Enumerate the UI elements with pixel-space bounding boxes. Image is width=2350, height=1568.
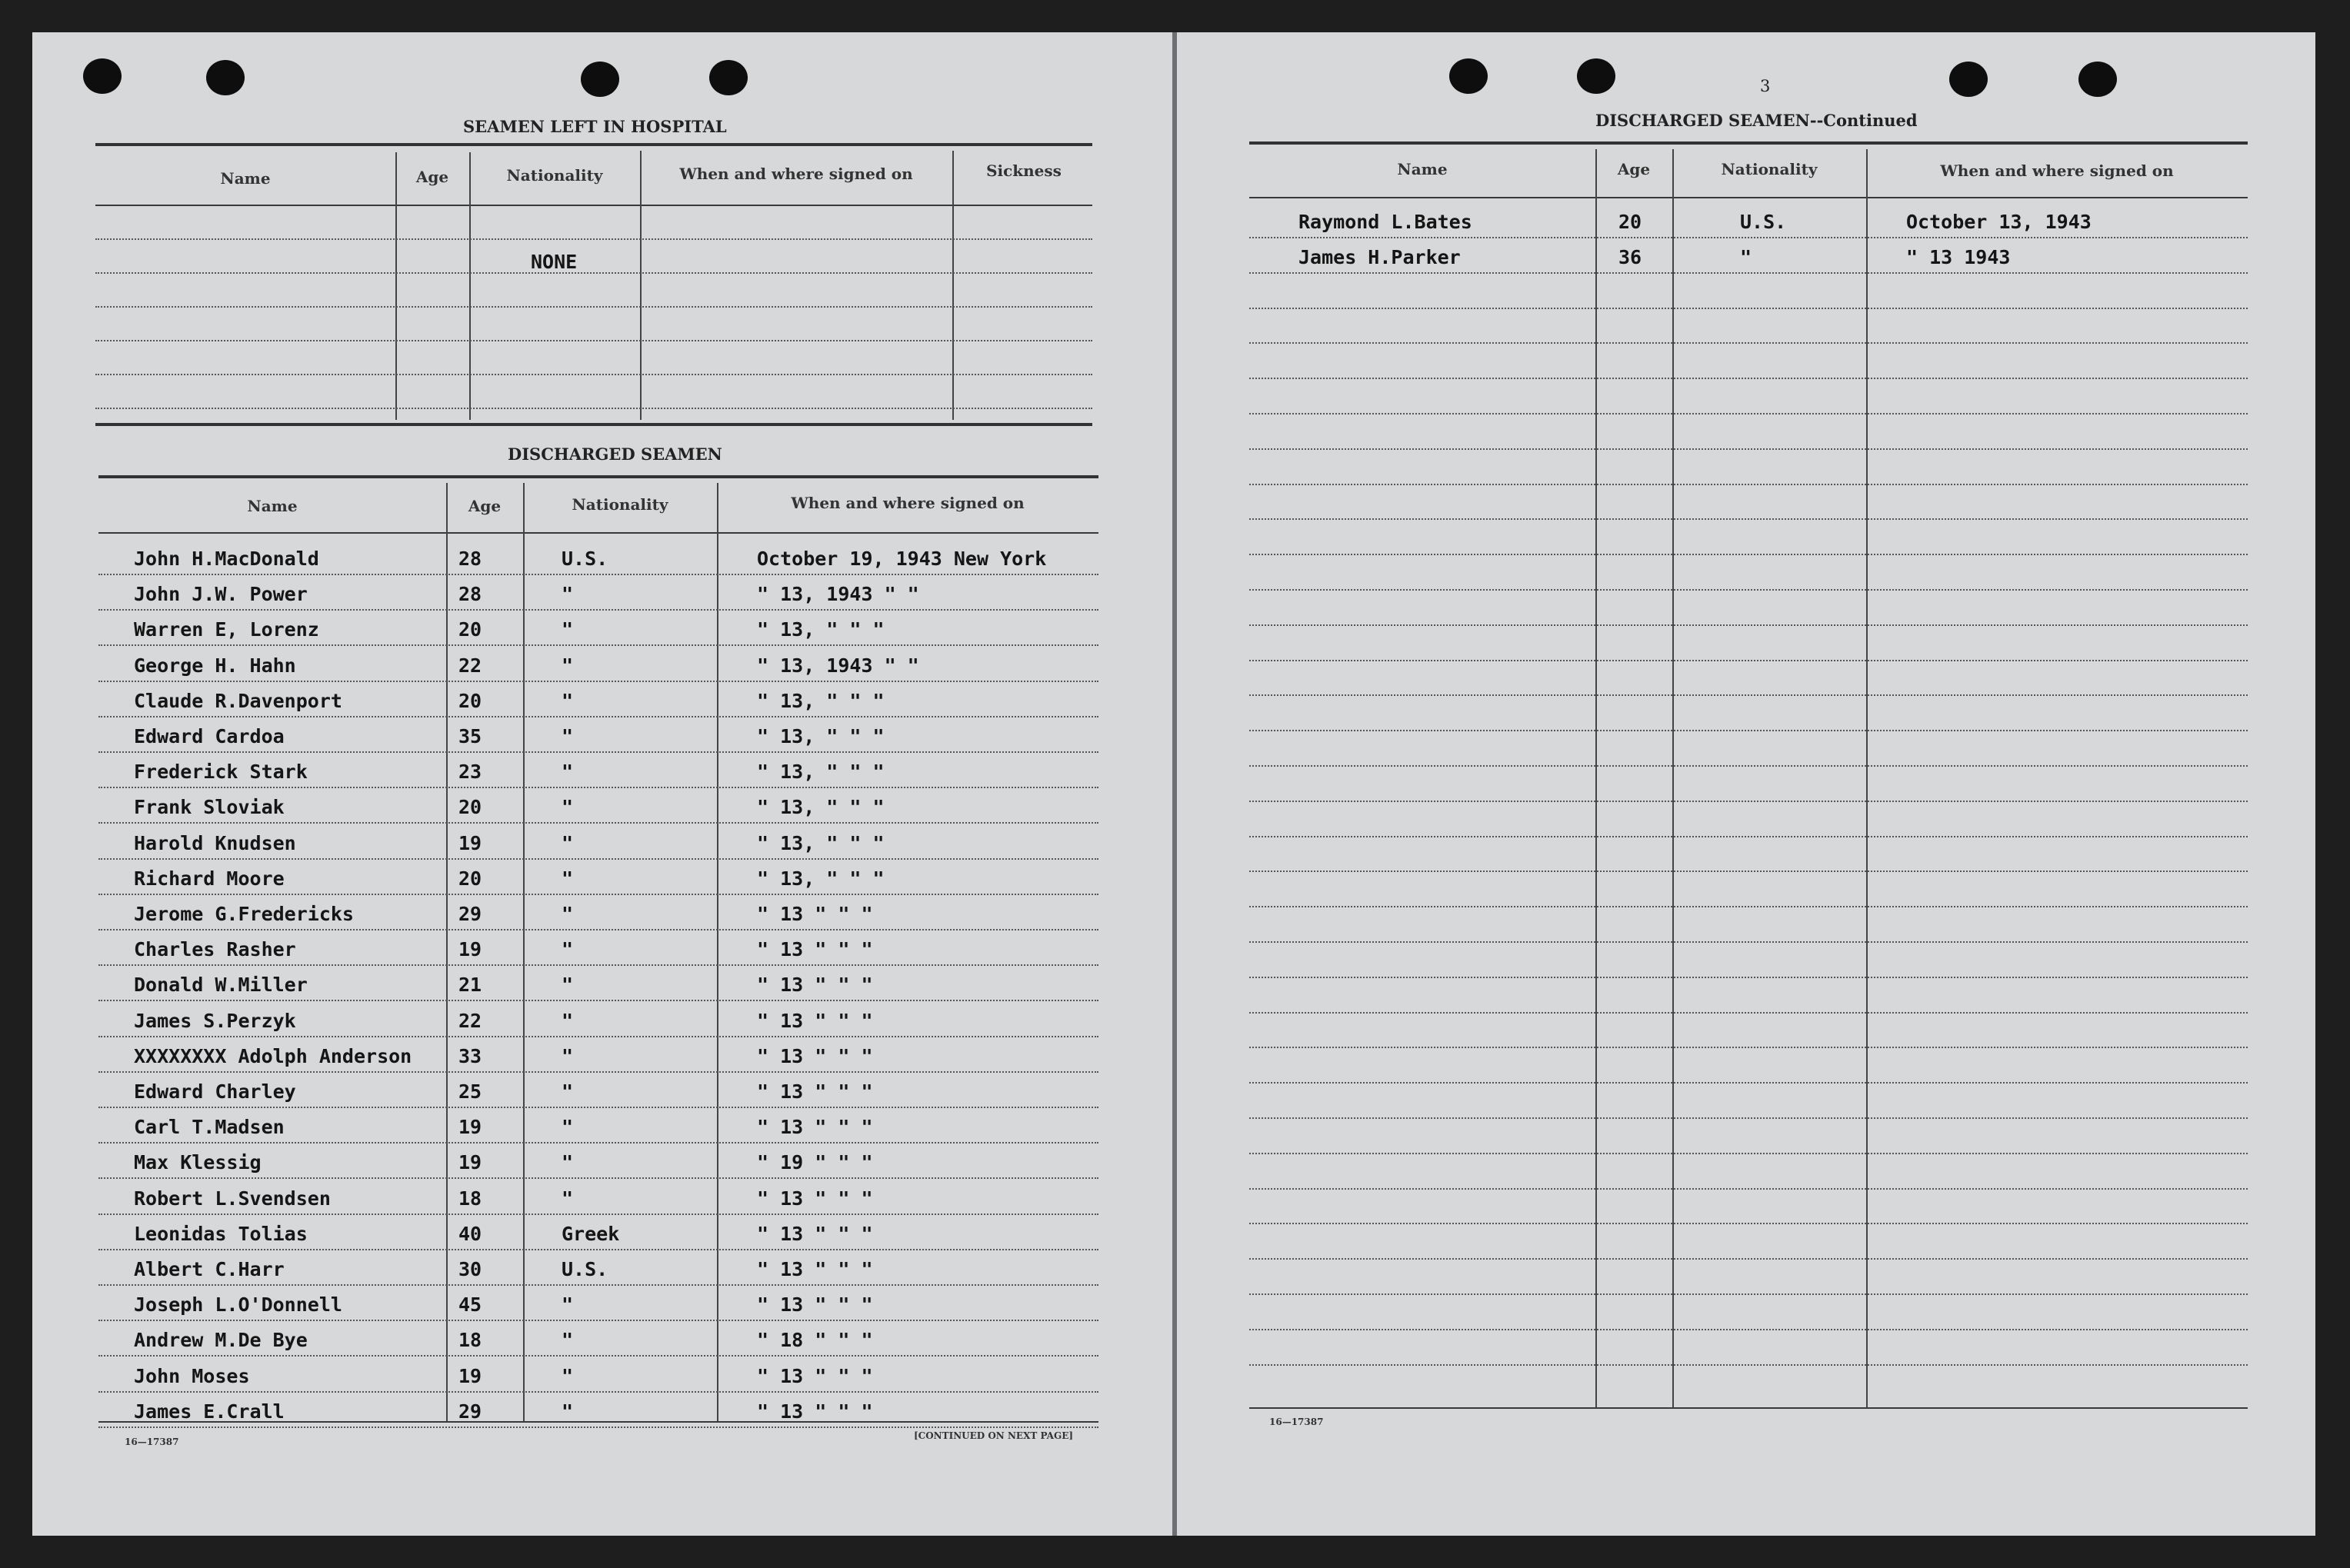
discharged-name-cell: Jerome G.Fredericks bbox=[134, 903, 354, 925]
table-row-line bbox=[1249, 1153, 2248, 1154]
continued-header-age: Age bbox=[1617, 160, 1651, 178]
discharged-age-cell: 29 bbox=[458, 1400, 482, 1423]
discharged-when-cell: " 13, 1943 " " bbox=[757, 654, 919, 677]
discharged-when-cell: " 13, " " " bbox=[757, 761, 885, 784]
discharged-when-cell: " 13 " " " bbox=[757, 1044, 873, 1067]
table-row-line bbox=[98, 929, 1098, 930]
discharged-when-cell: " 13 " " " bbox=[757, 1258, 873, 1280]
continued-when-cell: " 13 1943 bbox=[1906, 245, 2011, 268]
discharged-age-cell: 40 bbox=[458, 1222, 482, 1245]
discharged-when-cell: " 13 " " " bbox=[757, 1116, 873, 1139]
discharged-nationality-cell: U.S. bbox=[562, 1258, 608, 1280]
continued-age-cell: 20 bbox=[1618, 211, 1642, 233]
discharged-when-cell: " 13 " " " bbox=[757, 903, 873, 925]
table-row-line bbox=[98, 1107, 1098, 1108]
table-row-line bbox=[98, 858, 1098, 860]
table-row-line bbox=[1249, 589, 2248, 591]
page-number: 3 bbox=[1760, 77, 1771, 95]
discharged-age-cell: 25 bbox=[458, 1080, 482, 1103]
discharged-name-cell: Leonidas Tolias bbox=[134, 1222, 308, 1245]
discharged-name-cell: John H.MacDonald bbox=[134, 548, 319, 570]
discharged-when-cell: " 18 " " " bbox=[757, 1329, 873, 1352]
table-row-line bbox=[98, 822, 1098, 824]
form-number-right: 16—17387 bbox=[1269, 1417, 1324, 1427]
table-row-line bbox=[98, 609, 1098, 611]
discharged-name-cell: James S.Perzyk bbox=[134, 1009, 296, 1032]
continued-note: [CONTINUED ON NEXT PAGE] bbox=[914, 1430, 1074, 1441]
table-row-line bbox=[1249, 801, 2248, 802]
discharged-nationality-cell: " bbox=[562, 903, 574, 925]
continued-age-cell: 36 bbox=[1618, 245, 1642, 268]
discharged-when-cell: " 13, " " " bbox=[757, 618, 885, 641]
table-row-line bbox=[1249, 1117, 2248, 1119]
discharged-nationality-cell: " bbox=[562, 689, 574, 712]
punch-hole bbox=[83, 58, 122, 94]
punch-hole bbox=[1949, 62, 1988, 97]
discharged-age-cell: 45 bbox=[458, 1293, 482, 1317]
discharged-when-cell: " 13 " " " bbox=[757, 938, 873, 961]
continued-header-name: Name bbox=[1397, 160, 1448, 178]
discharged-nationality-cell: " bbox=[562, 1116, 574, 1139]
discharged-when-cell: " 13, " " " bbox=[757, 689, 885, 712]
table-row-line bbox=[1249, 1047, 2248, 1048]
table-row-line bbox=[98, 1427, 1098, 1428]
discharged-nationality-cell: " bbox=[562, 1364, 574, 1387]
discharged-name-cell: Robert L.Svendsen bbox=[134, 1187, 331, 1210]
hospital-row-line bbox=[95, 238, 1092, 240]
discharged-name-cell: Albert C.Harr bbox=[134, 1258, 285, 1280]
punch-hole bbox=[206, 60, 245, 95]
table-row-line bbox=[1249, 694, 2248, 696]
punch-hole bbox=[2078, 62, 2117, 97]
discharged-nationality-cell: " bbox=[562, 725, 574, 747]
discharged-nationality-cell: " bbox=[562, 1329, 574, 1352]
discharged-when-cell: " 13, " " " bbox=[757, 831, 885, 854]
table-row-line bbox=[1249, 272, 2248, 274]
discharged-nationality-cell: " bbox=[562, 583, 574, 606]
continued-name-cell: Raymond L.Bates bbox=[1298, 211, 1472, 233]
discharged-nationality-cell: " bbox=[562, 867, 574, 890]
discharged-name-cell: Carl T.Madsen bbox=[134, 1116, 285, 1139]
discharged-name-cell: Frederick Stark bbox=[134, 761, 308, 784]
table-row-line bbox=[98, 1071, 1098, 1073]
table-row-line bbox=[98, 1284, 1098, 1286]
discharged-header-nationality: Nationality bbox=[572, 495, 668, 514]
discharged-header-when: When and where signed on bbox=[791, 494, 1025, 512]
discharged-age-cell: 22 bbox=[458, 1009, 482, 1032]
discharged-nationality-cell: " bbox=[562, 1151, 574, 1174]
discharged-age-cell: 19 bbox=[458, 1364, 482, 1387]
discharged-title: DISCHARGED SEAMEN bbox=[508, 444, 722, 464]
table-row-line bbox=[98, 716, 1098, 717]
continued-when-cell: October 13, 1943 bbox=[1906, 211, 2092, 233]
table-row-line bbox=[1249, 1329, 2248, 1330]
continued-title: DISCHARGED SEAMEN--Continued bbox=[1595, 111, 1918, 130]
table-row-line bbox=[98, 894, 1098, 895]
discharged-when-cell: " 13 " " " bbox=[757, 974, 873, 997]
hospital-row-line bbox=[95, 340, 1092, 341]
table-row-line bbox=[1249, 730, 2248, 731]
discharged-nationality-cell: " bbox=[562, 654, 574, 677]
table-row-line bbox=[1249, 1293, 2248, 1295]
table-row-line bbox=[1249, 1364, 2248, 1366]
discharged-when-cell: " 13 " " " bbox=[757, 1293, 873, 1317]
discharged-name-cell: Claude R.Davenport bbox=[134, 689, 342, 712]
discharged-name-cell: Harold Knudsen bbox=[134, 831, 296, 854]
table-row-line bbox=[1249, 448, 2248, 450]
discharged-age-cell: 28 bbox=[458, 583, 482, 606]
discharged-name-cell: Warren E, Lorenz bbox=[134, 618, 319, 641]
hospital-header-sickness: Sickness bbox=[986, 161, 1062, 180]
discharged-nationality-cell: " bbox=[562, 974, 574, 997]
table-row-line bbox=[98, 1391, 1098, 1393]
discharged-age-cell: 22 bbox=[458, 654, 482, 677]
table-row-line bbox=[1249, 1223, 2248, 1224]
hospital-header-name: Name bbox=[220, 169, 271, 188]
table-row-line bbox=[1249, 941, 2248, 943]
table-row-line bbox=[1249, 836, 2248, 837]
discharged-nationality-cell: " bbox=[562, 796, 574, 819]
table-row-line bbox=[98, 1177, 1098, 1179]
table-row-line bbox=[1249, 518, 2248, 520]
discharged-age-cell: 19 bbox=[458, 831, 482, 854]
discharged-when-cell: " 13 " " " bbox=[757, 1080, 873, 1103]
discharged-name-cell: Frank Sloviak bbox=[134, 796, 285, 819]
discharged-age-cell: 28 bbox=[458, 548, 482, 570]
discharged-age-cell: 35 bbox=[458, 725, 482, 747]
table-row-line bbox=[1249, 342, 2248, 344]
discharged-name-cell: George H. Hahn bbox=[134, 654, 296, 677]
table-row-line bbox=[1249, 765, 2248, 767]
discharged-age-cell: 18 bbox=[458, 1329, 482, 1352]
discharged-nationality-cell: U.S. bbox=[562, 548, 608, 570]
discharged-nationality-cell: " bbox=[562, 761, 574, 784]
discharged-age-cell: 19 bbox=[458, 1116, 482, 1139]
continued-nationality-cell: " bbox=[1740, 245, 1752, 268]
discharged-when-cell: " 13, " " " bbox=[757, 796, 885, 819]
discharged-when-cell: " 13 " " " bbox=[757, 1009, 873, 1032]
discharged-nationality-cell: " bbox=[562, 1400, 574, 1423]
discharged-age-cell: 20 bbox=[458, 796, 482, 819]
table-row-line bbox=[1249, 237, 2248, 238]
table-row-line bbox=[98, 574, 1098, 575]
discharged-nationality-cell: " bbox=[562, 1044, 574, 1067]
table-row-line bbox=[1249, 1188, 2248, 1190]
table-row-line bbox=[1249, 413, 2248, 414]
continued-nationality-cell: U.S. bbox=[1740, 211, 1787, 233]
discharged-when-cell: " 19 " " " bbox=[757, 1151, 873, 1174]
discharged-nationality-cell: " bbox=[562, 1293, 574, 1317]
table-row-line bbox=[98, 1213, 1098, 1215]
discharged-name-cell: Max Klessig bbox=[134, 1151, 262, 1174]
discharged-when-cell: " 13, " " " bbox=[757, 867, 885, 890]
table-row-line bbox=[1249, 660, 2248, 661]
table-row-line bbox=[98, 1142, 1098, 1144]
discharged-age-cell: 23 bbox=[458, 761, 482, 784]
discharged-header-name: Name bbox=[247, 497, 298, 515]
hospital-row-line bbox=[95, 374, 1092, 375]
table-row-line bbox=[98, 1000, 1098, 1001]
discharged-name-cell: James E.Crall bbox=[134, 1400, 285, 1423]
discharged-when-cell: " 13, 1943 " " bbox=[757, 583, 919, 606]
discharged-when-cell: " 13 " " " bbox=[757, 1187, 873, 1210]
hospital-none-value: NONE bbox=[531, 251, 578, 273]
discharged-when-cell: October 19, 1943 New York bbox=[757, 548, 1047, 570]
table-row-line bbox=[98, 1355, 1098, 1357]
table-row-line bbox=[1249, 871, 2248, 872]
discharged-name-cell: Edward Cardoa bbox=[134, 725, 285, 747]
discharged-nationality-cell: " bbox=[562, 831, 574, 854]
discharged-age-cell: 19 bbox=[458, 1151, 482, 1174]
table-row-line bbox=[98, 1320, 1098, 1321]
discharged-age-cell: 20 bbox=[458, 618, 482, 641]
discharged-age-cell: 18 bbox=[458, 1187, 482, 1210]
continued-header-nationality: Nationality bbox=[1721, 160, 1818, 178]
discharged-age-cell: 30 bbox=[458, 1258, 482, 1280]
table-row-line bbox=[98, 1036, 1098, 1037]
discharged-name-cell: John J.W. Power bbox=[134, 583, 308, 606]
punch-hole bbox=[1449, 58, 1488, 94]
discharged-when-cell: " 13 " " " bbox=[757, 1364, 873, 1387]
discharged-name-cell: Joseph L.O'Donnell bbox=[134, 1293, 342, 1317]
hospital-row-line bbox=[95, 272, 1092, 274]
discharged-name-cell: Donald W.Miller bbox=[134, 974, 308, 997]
table-row-line bbox=[1249, 1012, 2248, 1014]
page-fold bbox=[1172, 32, 1177, 1536]
discharged-when-cell: " 13 " " " bbox=[757, 1222, 873, 1245]
punch-hole bbox=[1577, 58, 1615, 94]
discharged-age-cell: 20 bbox=[458, 689, 482, 712]
hospital-header-age: Age bbox=[415, 168, 449, 186]
discharged-name-cell: Richard Moore bbox=[134, 867, 285, 890]
punch-hole bbox=[709, 60, 748, 95]
discharged-nationality-cell: " bbox=[562, 1009, 574, 1032]
hospital-header-nationality: Nationality bbox=[506, 166, 603, 185]
discharged-age-cell: 29 bbox=[458, 903, 482, 925]
discharged-name-cell: Andrew M.De Bye bbox=[134, 1329, 308, 1352]
discharged-nationality-cell: " bbox=[562, 618, 574, 641]
discharged-when-cell: " 13, " " " bbox=[757, 725, 885, 747]
discharged-age-cell: 21 bbox=[458, 974, 482, 997]
continued-name-cell: James H.Parker bbox=[1298, 245, 1461, 268]
table-row-line bbox=[1249, 1082, 2248, 1084]
discharged-when-cell: " 13 " " " bbox=[757, 1400, 873, 1423]
table-row-line bbox=[1249, 484, 2248, 485]
discharged-age-cell: 33 bbox=[458, 1044, 482, 1067]
discharged-age-cell: 19 bbox=[458, 938, 482, 961]
discharged-name-cell: John Moses bbox=[134, 1364, 250, 1387]
hospital-row-line bbox=[95, 306, 1092, 308]
table-row-line bbox=[98, 644, 1098, 646]
discharged-name-cell: Charles Rasher bbox=[134, 938, 296, 961]
discharged-nationality-cell: " bbox=[562, 938, 574, 961]
discharged-header-age: Age bbox=[468, 497, 502, 515]
table-row-line bbox=[98, 1249, 1098, 1250]
continued-header-when: When and where signed on bbox=[1940, 161, 2174, 180]
table-row-line bbox=[98, 787, 1098, 788]
table-row-line bbox=[98, 964, 1098, 966]
hospital-header-when: When and where signed on bbox=[679, 165, 913, 183]
discharged-nationality-cell: Greek bbox=[562, 1222, 620, 1245]
discharged-age-cell: 20 bbox=[458, 867, 482, 890]
discharged-name-cell: XXXXXXXX Adolph Anderson bbox=[134, 1044, 412, 1067]
discharged-name-cell: Edward Charley bbox=[134, 1080, 296, 1103]
table-row-line bbox=[1249, 554, 2248, 555]
hospital-row-line bbox=[95, 408, 1092, 409]
table-row-line bbox=[1249, 906, 2248, 907]
form-number-left: 16—17387 bbox=[125, 1437, 179, 1447]
table-row-line bbox=[1249, 977, 2248, 978]
table-row-line bbox=[1249, 308, 2248, 309]
table-row-line bbox=[1249, 1258, 2248, 1260]
discharged-nationality-cell: " bbox=[562, 1187, 574, 1210]
table-row-line bbox=[98, 751, 1098, 753]
punch-hole bbox=[581, 62, 619, 97]
table-row-line bbox=[1249, 624, 2248, 626]
table-row-line bbox=[98, 681, 1098, 682]
discharged-nationality-cell: " bbox=[562, 1080, 574, 1103]
table-row-line bbox=[1249, 378, 2248, 379]
hospital-title: SEAMEN LEFT IN HOSPITAL bbox=[463, 117, 727, 136]
